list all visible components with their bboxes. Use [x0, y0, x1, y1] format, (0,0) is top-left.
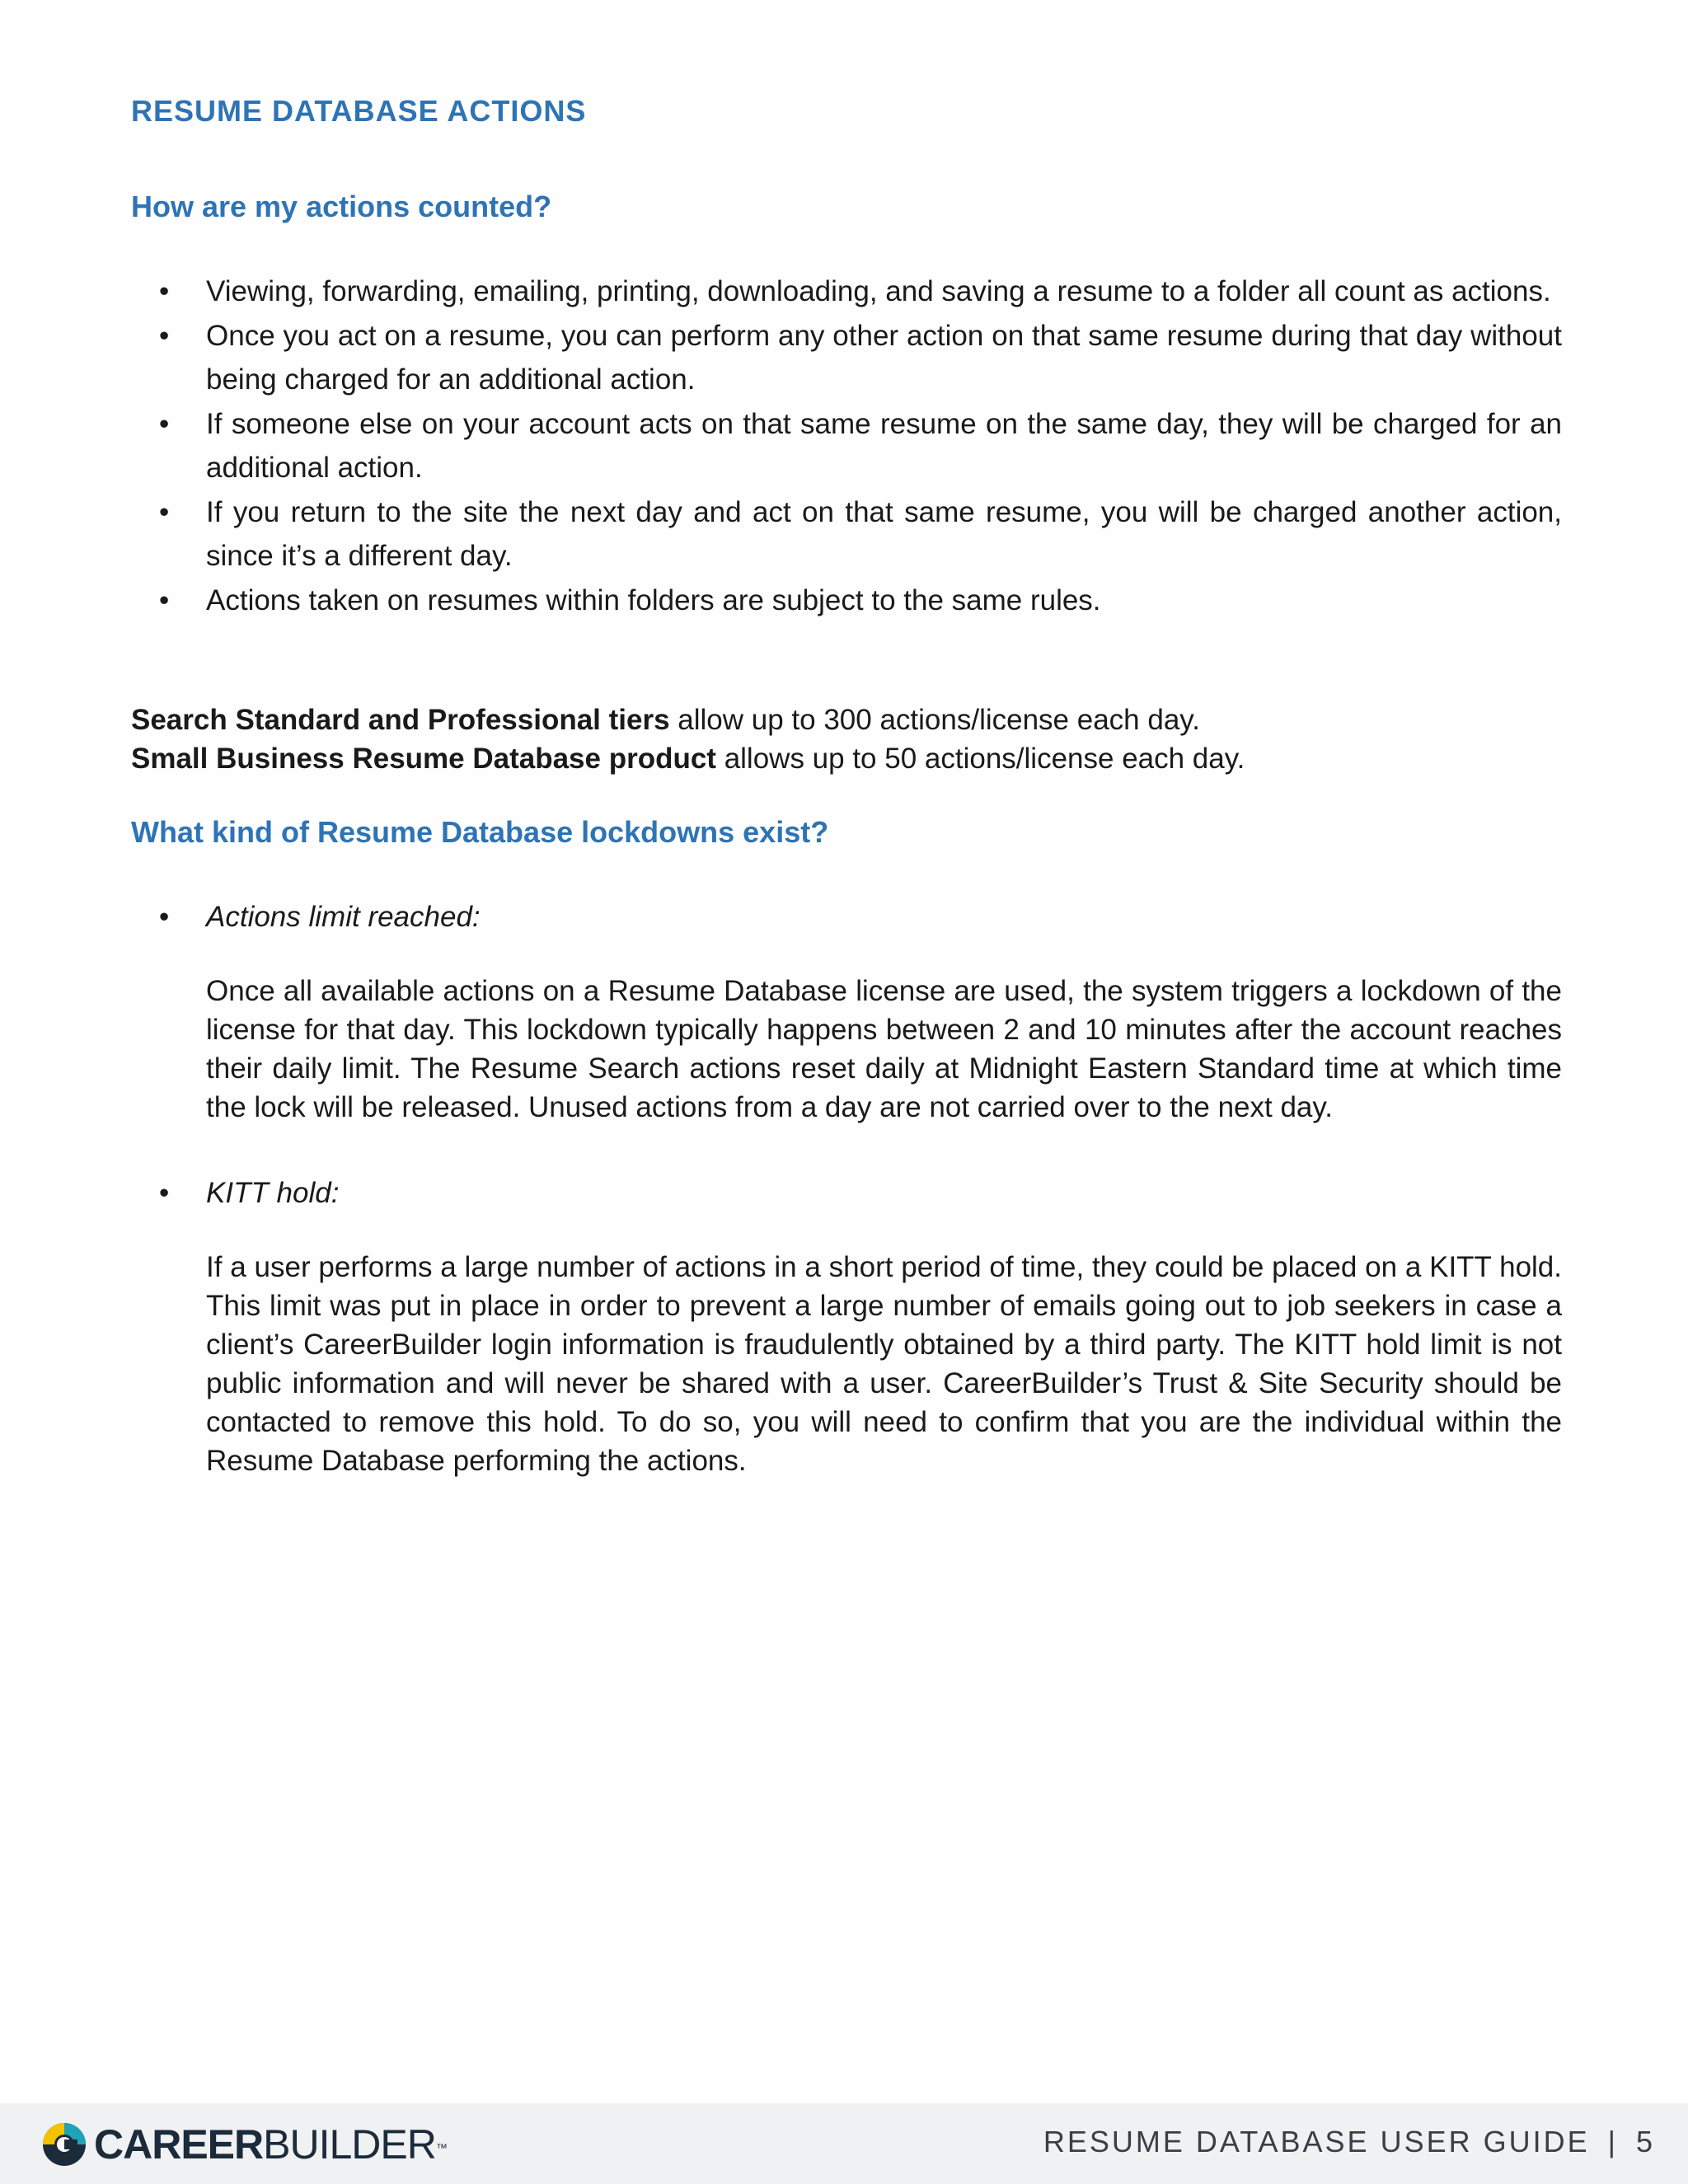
actions-list: [131, 269, 1562, 622]
tier-limit-text: allows up to 50 actions/license each day.: [715, 743, 1245, 775]
bullet-icon: •: [159, 583, 170, 616]
page-number: 5: [1635, 2125, 1655, 2158]
lockdown-item-kitt-hold: [131, 1171, 1562, 1480]
footer-guide-label: [1043, 2125, 1655, 2159]
logo-wordmark-bold: CAREER: [94, 2121, 264, 2168]
list-item-text: Viewing, forwarding, emailing, printing, downloading, and saving a resume to a folder all count as actions.: [206, 275, 1551, 307]
list-item-text: If someone else on your account acts on that same resume on the same day, they will be charged for an additional action.: [206, 407, 1562, 484]
bullet-icon: •: [159, 495, 170, 528]
list-item-text: Once you act on a resume, you can perform any other action on that same resume during that day without being charged for an additional action.: [206, 319, 1562, 396]
bullet-icon: •: [159, 901, 170, 933]
careerbuilder-logo: [41, 2121, 447, 2168]
lockdown-description: If a user performs a large number of actions in a short period of time, they could be placed on a KITT hold. This limit was put in place in order to prevent a large number of emails going out to job seekers in case a client’s CareerBuilder login information is fraudulently obtained by a third party. The KITT hold limit is not public information and will never be shared with a user. CareerBuilder’s Trust & Site Security should be contacted to remove this hold. To do so, you will need to confirm that you are the individual within the Resume Database performing the actions.: [206, 1251, 1562, 1477]
page-footer: [0, 2103, 1688, 2184]
section-title: RESUME DATABASE ACTIONS: [131, 94, 587, 128]
lockdown-title-row: [131, 1171, 1562, 1215]
lockdown-title-row: [131, 895, 1562, 939]
bullet-icon: •: [159, 1177, 170, 1209]
list-item: [131, 314, 1562, 402]
tier-name: Small Business Resume Database product: [131, 743, 716, 775]
lockdown-description: Once all available actions on a Resume Database license are used, the system triggers a lockdown of the license for that day. This lockdown typically happens between 2 and 10 minutes after the account reaches their daily limit. The Resume Search actions reset daily at Midnight Eastern Standard time at which time the lock will be released. Unused actions from a day are not carried over to the next day.: [206, 975, 1562, 1123]
logo-trademark: ™: [435, 2141, 447, 2154]
list-item: [131, 269, 1562, 314]
lockdown-title: KITT hold:: [206, 1177, 340, 1209]
bullet-icon: •: [159, 407, 170, 440]
tier-limit-small-business: [131, 739, 1562, 778]
logo-wordmark-light: BUILDER: [263, 2121, 436, 2168]
guide-title: RESUME DATABASE USER GUIDE: [1043, 2125, 1590, 2158]
bullet-icon: •: [159, 275, 170, 307]
bullet-icon: •: [159, 319, 170, 352]
tier-limits: [131, 701, 1562, 778]
tier-limit-standard: [131, 701, 1562, 739]
lockdown-title: Actions limit reached:: [206, 901, 481, 933]
footer-separator: |: [1607, 2125, 1618, 2158]
careerbuilder-logo-icon: [41, 2121, 87, 2168]
list-item-text: If you return to the site the next day and act on that same resume, you will be charged another action, since it’s a different day.: [206, 495, 1562, 572]
lockdown-item-actions-limit: [131, 895, 1562, 1127]
lockdowns-heading: What kind of Resume Database lockdowns exist?: [131, 815, 829, 849]
tier-limit-text: allow up to 300 actions/license each day.: [669, 704, 1200, 736]
logo-wordmark: [94, 2121, 447, 2168]
list-item-text: Actions taken on resumes within folders are subject to the same rules.: [206, 583, 1101, 616]
tier-name: Search Standard and Professional tiers: [131, 704, 670, 736]
list-item: [131, 490, 1562, 579]
actions-heading: How are my actions counted?: [131, 190, 552, 223]
list-item: [131, 402, 1562, 490]
list-item: [131, 579, 1562, 623]
